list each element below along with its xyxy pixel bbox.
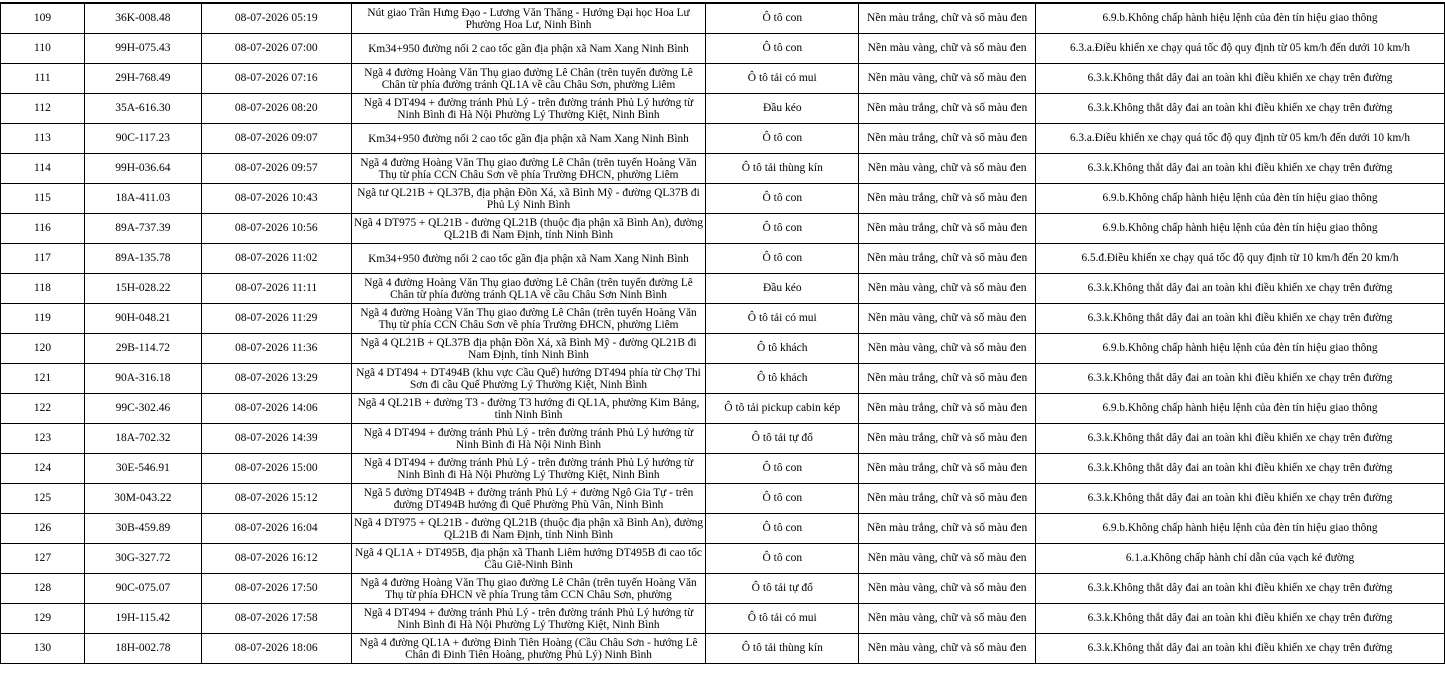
violation-cell: 6.3.k.Không thắt dây đai an toàn khi điều khiển xe chạy trên đường [1036, 634, 1445, 664]
vehicle-type-cell: Ô tô khách [706, 334, 859, 364]
timestamp-cell: 08-07-2026 10:56 [201, 214, 351, 244]
timestamp-cell: 08-07-2026 16:04 [201, 514, 351, 544]
table-row [1, 34, 1445, 64]
row-number-cell: 120 [1, 334, 85, 364]
violation-cell: 6.3.k.Không thắt dây đai an toàn khi điều khiển xe chạy trên đường [1036, 64, 1445, 94]
violation-cell: 6.9.b.Không chấp hành hiệu lệnh của đèn tín hiệu giao thông [1036, 184, 1445, 214]
location-cell: Ngã 4 DT494 + đường tránh Phủ Lý - trên đường tránh Phủ Lý hướng từ Ninh Bình đi Hà Nội Phường Lý Thường Kiệt, Ninh Bình [351, 604, 706, 634]
plate-number-cell: 90H-048.21 [84, 304, 201, 334]
table-row [1, 184, 1445, 214]
plate-number-cell: 90C-075.07 [84, 574, 201, 604]
plate-color-cell: Nền màu trắng, chữ và số màu đen [859, 454, 1036, 484]
plate-number-cell: 18A-411.03 [84, 184, 201, 214]
plate-color-cell: Nền màu vàng, chữ và số màu đen [859, 64, 1036, 94]
violation-cell: 6.3.a.Điều khiển xe chạy quá tốc độ quy định từ 05 km/h đến dưới 10 km/h [1036, 124, 1445, 154]
row-number-cell: 115 [1, 184, 85, 214]
violation-cell: 6.5.đ.Điều khiển xe chạy quá tốc độ quy định từ 10 km/h đến 20 km/h [1036, 244, 1445, 274]
plate-color-cell: Nền màu vàng, chữ và số màu đen [859, 274, 1036, 304]
table-row [1, 64, 1445, 94]
table-row [1, 214, 1445, 244]
row-number-cell: 118 [1, 274, 85, 304]
vehicle-type-cell: Ô tô con [706, 514, 859, 544]
location-cell: Km34+950 đường nối 2 cao tốc gần địa phận xã Nam Xang Ninh Bình [351, 34, 706, 64]
location-cell: Ngã 4 QL1A + DT495B, địa phận xã Thanh Liêm hướng DT495B đi cao tốc Cầu Giẽ-Ninh Bình [351, 544, 706, 574]
table-row [1, 604, 1445, 634]
table-row [1, 424, 1445, 454]
vehicle-type-cell: Đầu kéo [706, 274, 859, 304]
violation-cell: 6.3.k.Không thắt dây đai an toàn khi điều khiển xe chạy trên đường [1036, 364, 1445, 394]
timestamp-cell: 08-07-2026 18:06 [201, 634, 351, 664]
table-row [1, 514, 1445, 544]
timestamp-cell: 08-07-2026 08:20 [201, 94, 351, 124]
plate-number-cell: 30B-459.89 [84, 514, 201, 544]
plate-number-cell: 30E-546.91 [84, 454, 201, 484]
location-cell: Ngã 4 đường Hoàng Văn Thụ giao đường Lê Chân (trên tuyến đường Lê Chân từ phía đường tránh QL1A về cầu Châu Sơn Ninh Bình [351, 274, 706, 304]
vehicle-type-cell: Ô tô tải có mui [706, 304, 859, 334]
location-cell: Ngã 4 đường Hoàng Văn Thụ giao đường Lê Chân (trên tuyến Hoàng Văn Thụ từ phía ĐHCN về phía Trung tâm CCN Châu Sơn, phường [351, 574, 706, 604]
vehicle-type-cell: Ô tô tải pickup cabin kép [706, 394, 859, 424]
timestamp-cell: 08-07-2026 11:02 [201, 244, 351, 274]
location-cell: Ngã 4 QL21B + QL37B địa phận Đồn Xá, xã Bình Mỹ - đường QL21B đi Nam Định, tỉnh Ninh Bình [351, 334, 706, 364]
location-cell: Ngã 4 đường QL1A + đường Đinh Tiên Hoàng (Cầu Châu Sơn - hướng Lê Chân đi Đinh Tiên Hoàng, phường Phủ Lý) Ninh Bình [351, 634, 706, 664]
location-cell: Ngã 4 đường Hoàng Văn Thụ giao đường Lê Chân (trên tuyến Hoàng Văn Thụ từ phía CCN Châu Sơn về phía Trường ĐHCN, phường Liêm [351, 154, 706, 184]
timestamp-cell: 08-07-2026 14:39 [201, 424, 351, 454]
violation-cell: 6.9.b.Không chấp hành hiệu lệnh của đèn tín hiệu giao thông [1036, 4, 1445, 34]
timestamp-cell: 08-07-2026 11:29 [201, 304, 351, 334]
table-row [1, 334, 1445, 364]
row-number-cell: 119 [1, 304, 85, 334]
violation-cell: 6.3.k.Không thắt dây đai an toàn khi điều khiển xe chạy trên đường [1036, 454, 1445, 484]
table-row [1, 394, 1445, 424]
plate-number-cell: 89A-135.78 [84, 244, 201, 274]
vehicle-type-cell: Ô tô con [706, 544, 859, 574]
plate-number-cell: 90C-117.23 [84, 124, 201, 154]
timestamp-cell: 08-07-2026 16:12 [201, 544, 351, 574]
plate-color-cell: Nền màu trắng, chữ và số màu đen [859, 94, 1036, 124]
location-cell: Ngã 4 DT494 + đường tránh Phủ Lý - trên đường tránh Phủ Lý hướng từ Ninh Bình đi Hà Nội Phường Lý Thường Kiệt, Ninh Bình [351, 454, 706, 484]
plate-color-cell: Nền màu vàng, chữ và số màu đen [859, 574, 1036, 604]
table-row [1, 304, 1445, 334]
vehicle-type-cell: Ô tô con [706, 34, 859, 64]
violation-cell: 6.3.k.Không thắt dây đai an toàn khi điều khiển xe chạy trên đường [1036, 424, 1445, 454]
plate-color-cell: Nền màu trắng, chữ và số màu đen [859, 364, 1036, 394]
table-row [1, 484, 1445, 514]
violation-cell: 6.3.k.Không thắt dây đai an toàn khi điều khiển xe chạy trên đường [1036, 274, 1445, 304]
violation-cell: 6.9.b.Không chấp hành hiệu lệnh của đèn tín hiệu giao thông [1036, 394, 1445, 424]
row-number-cell: 123 [1, 424, 85, 454]
plate-color-cell: Nền màu trắng, chữ và số màu đen [859, 184, 1036, 214]
vehicle-type-cell: Ô tô con [706, 244, 859, 274]
timestamp-cell: 08-07-2026 05:19 [201, 4, 351, 34]
plate-color-cell: Nền màu vàng, chữ và số màu đen [859, 34, 1036, 64]
table-body [1, 4, 1445, 664]
timestamp-cell: 08-07-2026 07:00 [201, 34, 351, 64]
timestamp-cell: 08-07-2026 07:16 [201, 64, 351, 94]
plate-number-cell: 99C-302.46 [84, 394, 201, 424]
plate-number-cell: 18H-002.78 [84, 634, 201, 664]
vehicle-type-cell: Ô tô tải có mui [706, 64, 859, 94]
vehicle-type-cell: Ô tô con [706, 124, 859, 154]
plate-number-cell: 15H-028.22 [84, 274, 201, 304]
timestamp-cell: 08-07-2026 17:50 [201, 574, 351, 604]
plate-color-cell: Nền màu trắng, chữ và số màu đen [859, 124, 1036, 154]
plate-color-cell: Nền màu vàng, chữ và số màu đen [859, 604, 1036, 634]
violations-table [0, 3, 1445, 664]
location-cell: Ngã 4 DT975 + QL21B - đường QL21B (thuộc địa phận xã Bình An), đường QL21B đi Nam Định, tỉnh Ninh Bình [351, 514, 706, 544]
row-number-cell: 126 [1, 514, 85, 544]
violation-cell: 6.9.b.Không chấp hành hiệu lệnh của đèn tín hiệu giao thông [1036, 214, 1445, 244]
vehicle-type-cell: Ô tô con [706, 4, 859, 34]
row-number-cell: 124 [1, 454, 85, 484]
row-number-cell: 128 [1, 574, 85, 604]
plate-color-cell: Nền màu trắng, chữ và số màu đen [859, 394, 1036, 424]
vehicle-type-cell: Đầu kéo [706, 94, 859, 124]
vehicle-type-cell: Ô tô con [706, 184, 859, 214]
plate-color-cell: Nền màu trắng, chữ và số màu đen [859, 514, 1036, 544]
location-cell: Ngã 4 DT494 + đường tránh Phủ Lý - trên đường tránh Phủ Lý hướng từ Ninh Bình đi Hà Nội Ninh Bình [351, 424, 706, 454]
plate-number-cell: 35A-616.30 [84, 94, 201, 124]
location-cell: Ngã 4 DT975 + QL21B - đường QL21B (thuộc địa phận xã Bình An), đường QL21B đi Nam Định, tỉnh Ninh Bình [351, 214, 706, 244]
location-cell: Ngã 4 đường Hoàng Văn Thụ giao đường Lê Chân (trên tuyến Hoàng Văn Thụ từ phía CCN Châu Sơn về phía Trường ĐHCN, phường Liêm [351, 304, 706, 334]
timestamp-cell: 08-07-2026 17:58 [201, 604, 351, 634]
row-number-cell: 111 [1, 64, 85, 94]
row-number-cell: 116 [1, 214, 85, 244]
location-cell: Ngã 4 DT494 + đường tránh Phủ Lý - trên đường tránh Phủ Lý hướng từ Ninh Bình đi Hà Nội Phường Lý Thường Kiệt, Ninh Bình [351, 94, 706, 124]
plate-color-cell: Nền màu vàng, chữ và số màu đen [859, 154, 1036, 184]
plate-color-cell: Nền màu trắng, chữ và số màu đen [859, 244, 1036, 274]
row-number-cell: 125 [1, 484, 85, 514]
row-number-cell: 110 [1, 34, 85, 64]
row-number-cell: 117 [1, 244, 85, 274]
plate-number-cell: 99H-075.43 [84, 34, 201, 64]
table-row [1, 274, 1445, 304]
vehicle-type-cell: Ô tô tải tự đổ [706, 424, 859, 454]
timestamp-cell: 08-07-2026 11:36 [201, 334, 351, 364]
row-number-cell: 114 [1, 154, 85, 184]
table-row [1, 244, 1445, 274]
plate-number-cell: 89A-737.39 [84, 214, 201, 244]
violation-cell: 6.3.k.Không thắt dây đai an toàn khi điều khiển xe chạy trên đường [1036, 484, 1445, 514]
location-cell: Km34+950 đường nối 2 cao tốc gần địa phận xã Nam Xang Ninh Bình [351, 124, 706, 154]
table-row [1, 4, 1445, 34]
plate-number-cell: 29H-768.49 [84, 64, 201, 94]
timestamp-cell: 08-07-2026 11:11 [201, 274, 351, 304]
location-cell: Ngã tư QL21B + QL37B, địa phận Đồn Xá, xã Bình Mỹ - đường QL37B đi Phủ Lý Ninh Bình [351, 184, 706, 214]
plate-number-cell: 90A-316.18 [84, 364, 201, 394]
plate-color-cell: Nền màu trắng, chữ và số màu đen [859, 484, 1036, 514]
plate-number-cell: 29B-114.72 [84, 334, 201, 364]
vehicle-type-cell: Ô tô tải thùng kín [706, 634, 859, 664]
plate-color-cell: Nền màu trắng, chữ và số màu đen [859, 424, 1036, 454]
violation-cell: 6.1.a.Không chấp hành chỉ dẫn của vạch kẻ đường [1036, 544, 1445, 574]
vehicle-type-cell: Ô tô khách [706, 364, 859, 394]
violation-cell: 6.3.a.Điều khiển xe chạy quá tốc độ quy định từ 05 km/h đến dưới 10 km/h [1036, 34, 1445, 64]
timestamp-cell: 08-07-2026 15:12 [201, 484, 351, 514]
table-row [1, 124, 1445, 154]
location-cell: Nút giao Trần Hưng Đạo - Lương Văn Thăng - Hướng Đại học Hoa Lư Phường Hoa Lư, Ninh Bình [351, 4, 706, 34]
table-row [1, 94, 1445, 124]
timestamp-cell: 08-07-2026 15:00 [201, 454, 351, 484]
row-number-cell: 109 [1, 4, 85, 34]
timestamp-cell: 08-07-2026 09:57 [201, 154, 351, 184]
location-cell: Ngã 4 đường Hoàng Văn Thụ giao đường Lê Chân (trên tuyến đường Lê Chân từ phía đường tránh QL1A về cầu Châu Sơn, phường Liêm [351, 64, 706, 94]
plate-color-cell: Nền màu vàng, chữ và số màu đen [859, 544, 1036, 574]
row-number-cell: 112 [1, 94, 85, 124]
table-row [1, 364, 1445, 394]
plate-color-cell: Nền màu trắng, chữ và số màu đen [859, 214, 1036, 244]
row-number-cell: 121 [1, 364, 85, 394]
table-row [1, 454, 1445, 484]
row-number-cell: 113 [1, 124, 85, 154]
table-row [1, 544, 1445, 574]
violation-cell: 6.3.k.Không thắt dây đai an toàn khi điều khiển xe chạy trên đường [1036, 604, 1445, 634]
vehicle-type-cell: Ô tô tải tự đổ [706, 574, 859, 604]
location-cell: Km34+950 đường nối 2 cao tốc gần địa phận xã Nam Xang Ninh Bình [351, 244, 706, 274]
location-cell: Ngã 5 đường DT494B + đường tránh Phủ Lý + đường Ngô Gia Tự - trên đường DT494B hướng đi Quế Phường Phù Vân, Ninh Bình [351, 484, 706, 514]
row-number-cell: 122 [1, 394, 85, 424]
violation-cell: 6.3.k.Không thắt dây đai an toàn khi điều khiển xe chạy trên đường [1036, 154, 1445, 184]
violation-cell: 6.3.k.Không thắt dây đai an toàn khi điều khiển xe chạy trên đường [1036, 574, 1445, 604]
plate-number-cell: 30M-043.22 [84, 484, 201, 514]
violation-cell: 6.3.k.Không thắt dây đai an toàn khi điều khiển xe chạy trên đường [1036, 94, 1445, 124]
row-number-cell: 129 [1, 604, 85, 634]
table-row [1, 154, 1445, 184]
plate-color-cell: Nền màu vàng, chữ và số màu đen [859, 304, 1036, 334]
timestamp-cell: 08-07-2026 14:06 [201, 394, 351, 424]
plate-color-cell: Nền màu vàng, chữ và số màu đen [859, 634, 1036, 664]
location-cell: Ngã 4 QL21B + đường T3 - đường T3 hướng đi QL1A, phường Kim Bảng, tỉnh Ninh Bình [351, 394, 706, 424]
vehicle-type-cell: Ô tô tải có mui [706, 604, 859, 634]
timestamp-cell: 08-07-2026 10:43 [201, 184, 351, 214]
table-row [1, 634, 1445, 664]
violation-cell: 6.3.k.Không thắt dây đai an toàn khi điều khiển xe chạy trên đường [1036, 304, 1445, 334]
violation-cell: 6.9.b.Không chấp hành hiệu lệnh của đèn tín hiệu giao thông [1036, 514, 1445, 544]
table-row [1, 574, 1445, 604]
plate-color-cell: Nền màu trắng, chữ và số màu đen [859, 4, 1036, 34]
row-number-cell: 127 [1, 544, 85, 574]
plate-number-cell: 99H-036.64 [84, 154, 201, 184]
plate-number-cell: 18A-702.32 [84, 424, 201, 454]
vehicle-type-cell: Ô tô con [706, 214, 859, 244]
timestamp-cell: 08-07-2026 09:07 [201, 124, 351, 154]
plate-number-cell: 19H-115.42 [84, 604, 201, 634]
vehicle-type-cell: Ô tô con [706, 484, 859, 514]
timestamp-cell: 08-07-2026 13:29 [201, 364, 351, 394]
violation-cell: 6.9.b.Không chấp hành hiệu lệnh của đèn tín hiệu giao thông [1036, 334, 1445, 364]
row-number-cell: 130 [1, 634, 85, 664]
location-cell: Ngã 4 DT494 + DT494B (khu vực Cầu Quế) hướng DT494 phía từ Chợ Thi Sơn đi cầu Quế Phường Lý Thường Kiệt, Ninh Bình [351, 364, 706, 394]
vehicle-type-cell: Ô tô tải thùng kín [706, 154, 859, 184]
plate-number-cell: 30G-327.72 [84, 544, 201, 574]
plate-number-cell: 36K-008.48 [84, 4, 201, 34]
vehicle-type-cell: Ô tô con [706, 454, 859, 484]
plate-color-cell: Nền màu vàng, chữ và số màu đen [859, 334, 1036, 364]
